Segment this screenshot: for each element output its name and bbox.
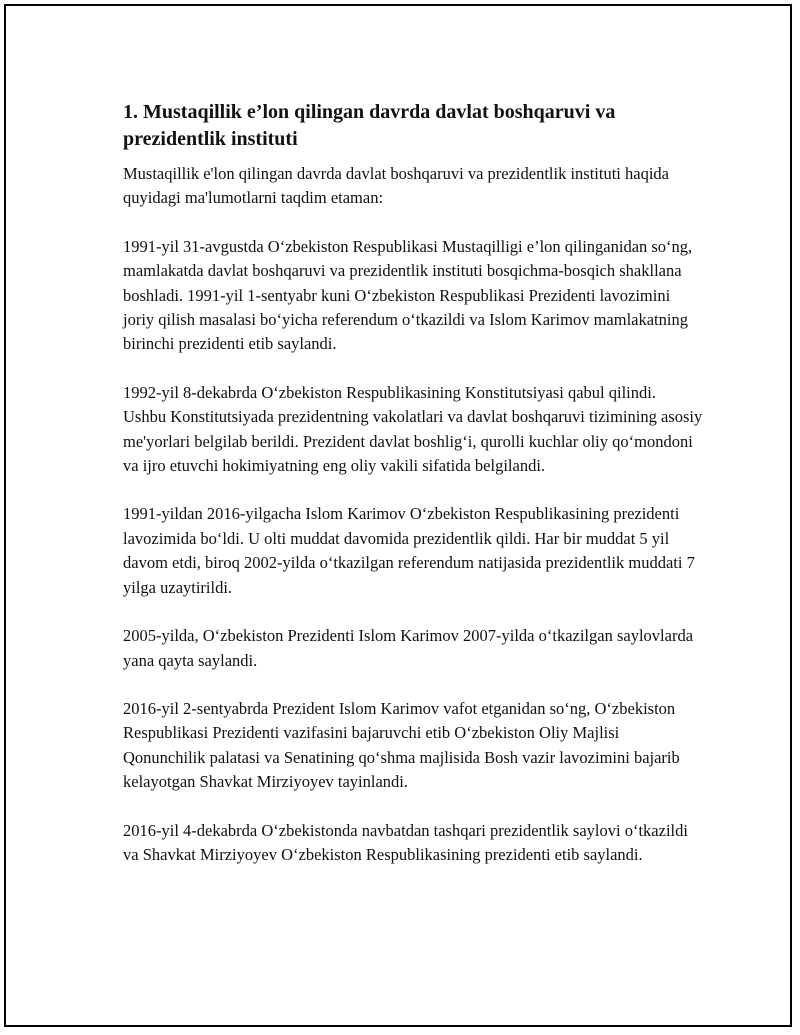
paragraph-karimov-presidency: 1991-yildan 2016-yilgacha Islom Karimov O‘zbekiston Respublikasining prezidenti lavozimida bo‘ldi. U olti muddat davomida prezidentlik qildi. Har bir muddat 5 yil davom etdi, biroq 2002-yilda o‘tkazilgan referendum natijasida prezidentlik muddati 7 yilga uzaytirildi. [123, 504, 695, 597]
document-title: 1. Mustaqillik e’lon qilingan davrda davlat boshqaruvi va prezidentlik instituti [123, 101, 616, 150]
paragraph-intro: Mustaqillik e'lon qilingan davrda davlat boshqaruvi va prezidentlik instituti haqida quyidagi ma'lumotlarni taqdim etaman: [123, 164, 669, 208]
paragraph-1991-independence: 1991-yil 31-avgustda O‘zbekiston Respublikasi Mustaqilligi e’lon qilinganidan so‘ng, mamlakatda davlat boshqaruvi va prezidentlik instituti bosqichma-bosqich shakllana boshladi. 1991-yil 1-sentyabr kuni O‘zbekiston Respublikasi Prezidenti lavozimini joriy qilish masalasi bo‘yicha referendum o‘tkazildi va Islom Karimov mamlakatning birinchi prezidenti etib saylandi. [123, 236, 693, 354]
paragraph-2005-election: 2005-yilda, O‘zbekiston Prezidenti Islom Karimov 2007-yilda o‘tkazilgan saylovlarda yana qayta saylandi. [123, 626, 694, 670]
paragraph-2016-election: 2016-yil 4-dekabrda O‘zbekistonda navbatdan tashqari prezidentlik saylovi o‘tkazildi va Shavkat Mirziyoyev O‘zbekiston Respublikasining prezidenti etib saylandi. [123, 820, 688, 864]
page-frame [4, 4, 792, 1027]
document-body [123, 99, 703, 891]
paragraph-2016-acting-president: 2016-yil 2-sentyabrda Prezident Islom Karimov vafot etganidan so‘ng, O‘zbekiston Respublikasi Prezidenti vazifasini bajaruvchi etib O‘zbekiston Oliy Majlisi Qonunchilik palatasi va Senatining qo‘shma majlisida Bosh vazir lavozimini bajarib kelayotgan Shavkat Mirziyoyev tayinlandi. [123, 698, 680, 792]
paragraph-1992-constitution: 1992-yil 8-dekabrda O‘zbekiston Respublikasining Konstitutsiyasi qabul qilindi. Ushbu Konstitutsiyada prezidentning vakolatlari va davlat boshqaruvi tizimining asosiy me'yorlari belgilab berildi. Prezident davlat boshlig‘i, qurolli kuchlar oliy qo‘mondoni va ijro etuvchi hokimiyatning eng oliy vakili sifatida belgilandi. [123, 382, 703, 476]
